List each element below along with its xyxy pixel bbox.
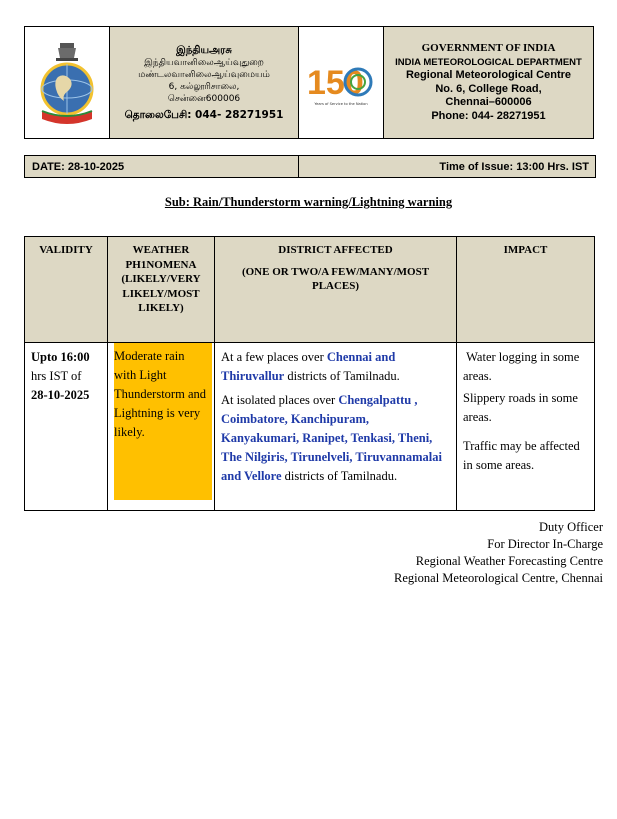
header-district — [215, 237, 457, 343]
issue-date: DATE: 28-10-2025 — [25, 156, 299, 177]
tamil-line: இந்தியவானிலைஆய்வுதுறை — [144, 57, 264, 68]
district-cell — [215, 343, 457, 511]
validity-cell — [25, 343, 108, 511]
phenomena-highlight — [114, 343, 212, 500]
tamil-phone: தொலைபேசி: 044- 28271951 — [124, 108, 284, 121]
tamil-address-cell — [110, 27, 299, 138]
issue-time: Time of Issue: 13:00 Hrs. IST — [439, 160, 589, 173]
imd-150-years-logo — [305, 58, 377, 108]
signature-line: Regional Meteorological Centre, Chennai — [394, 571, 603, 585]
table-row — [25, 343, 595, 511]
impact-item: Water logging in some areas. — [463, 350, 583, 383]
english-line: Regional Meteorological Centre — [405, 69, 572, 81]
signature-block — [394, 519, 603, 587]
english-phone: Phone: 044- 28271951 — [431, 109, 546, 122]
header-phenomena: WEATHER PH1NOMENA (LIKELY/VERY LIKELY/MOST LIKELY) — [108, 237, 215, 343]
district-names: Chennai and Thiruvallur — [221, 350, 396, 383]
district-text: At a few places over — [221, 350, 327, 364]
district-paragraph — [221, 391, 450, 486]
signature-line: Duty Officer — [539, 520, 603, 534]
validity-line: Upto 16:00 — [31, 350, 90, 364]
header-validity: VALIDITY — [25, 237, 108, 343]
letterhead — [24, 26, 594, 139]
logo-number: 150 — [307, 63, 364, 102]
impact-item: Traffic may be affected in some areas. — [463, 439, 580, 472]
phenomena-cell — [108, 343, 215, 511]
header-district-title: DISTRICT AFFECTED — [278, 244, 393, 256]
english-line: Chennai–600006 — [445, 96, 532, 108]
tamil-line: 6, கல்லூரிசாலை, — [168, 81, 240, 92]
date-bar — [24, 155, 596, 178]
impact-cell — [457, 343, 595, 511]
district-text: districts of Tamilnadu. — [284, 369, 400, 383]
district-paragraph — [221, 348, 450, 386]
imd-emblem-cell — [25, 27, 110, 138]
tamil-line: மண்டலவானிலைஆய்வுமையம் — [138, 69, 270, 80]
tamil-line: இந்தியஅரசு — [176, 44, 232, 56]
english-line: GOVERNMENT OF INDIA — [421, 42, 556, 54]
imd-emblem-icon — [36, 41, 98, 125]
english-address-cell — [384, 27, 593, 138]
validity-date: 28-10-2025 — [31, 388, 90, 402]
warning-table — [24, 236, 595, 511]
signature-line: Regional Weather Forecasting Centre — [415, 554, 603, 568]
table-header-row — [25, 237, 595, 343]
signature-line: For Director In-Charge — [487, 537, 603, 551]
english-line: No. 6, College Road, — [435, 82, 542, 95]
validity-line: hrs IST of — [31, 369, 82, 383]
header-impact: IMPACT — [457, 237, 595, 343]
district-text: At isolated places over — [221, 393, 339, 407]
header-district-sub: (ONE OR TWO/A FEW/MANY/MOST PLACES) — [241, 265, 430, 292]
english-line: INDIA METEOROLOGICAL DEPARTMENT — [395, 56, 582, 68]
phenomena-text: Moderate rain with Light Thunderstorm and Lightning is very likely. — [114, 349, 206, 439]
logo-caption: Years of Service to the Nation — [314, 101, 368, 106]
tamil-line: சென்னை600006 — [167, 93, 241, 104]
district-names: Chengalpattu , Coimbatore, Kanchipuram, Kanyakumari, Ranipet, Tenkasi, Theni, The Nilgiris, Tirunelveli, Tiruvannamalai and Vellore — [221, 393, 442, 483]
impact-item: Slippery roads in some areas. — [463, 391, 578, 424]
imd-150-logo-cell — [299, 27, 384, 138]
district-text: districts of Tamilnadu. — [281, 469, 398, 483]
subject-line: Sub: Rain/Thunderstorm warning/Lightning warning — [164, 195, 453, 209]
